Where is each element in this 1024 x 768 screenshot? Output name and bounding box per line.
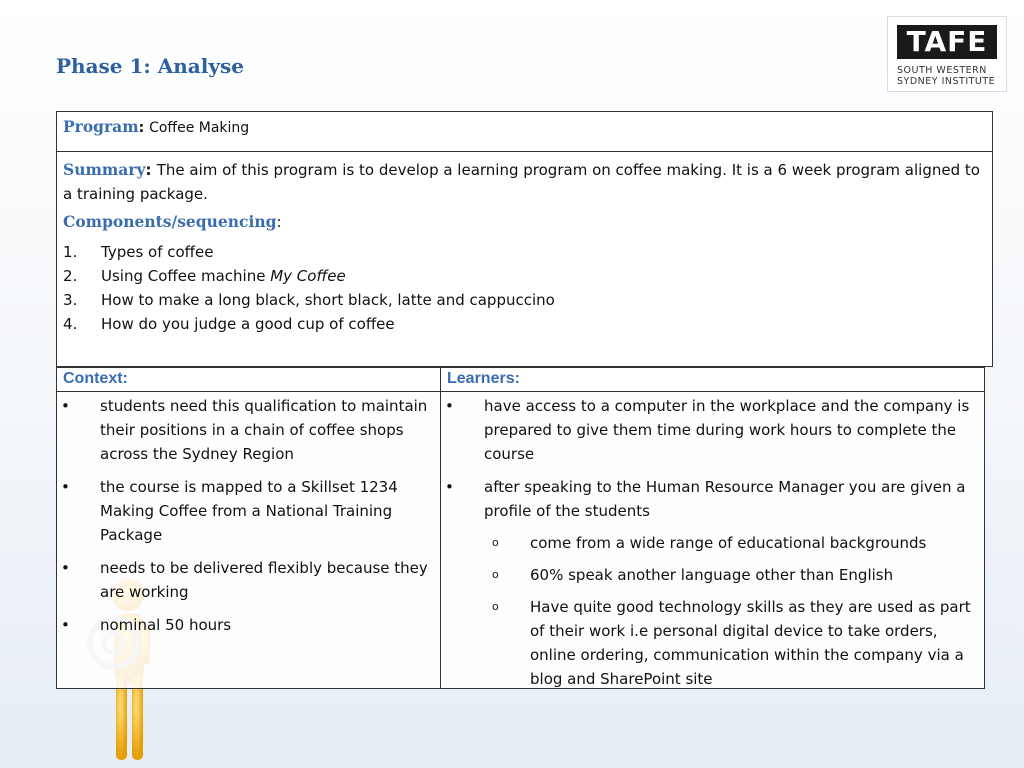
logo-mark: TAFE bbox=[897, 25, 997, 59]
item-text: the course is mapped to a Skillset 1234 Making Coffee from a National Training Package bbox=[100, 478, 398, 544]
context-list bbox=[57, 392, 440, 637]
item-number: 4. bbox=[63, 315, 78, 333]
item-emphasis: My Coffee bbox=[270, 267, 346, 285]
list-item bbox=[63, 240, 986, 264]
list-item bbox=[57, 394, 440, 466]
item-text: How to make a long black, short black, latte and cappuccino bbox=[101, 291, 555, 309]
learners-heading: Learners: bbox=[441, 368, 984, 392]
components-label: Components/sequencing bbox=[63, 212, 277, 231]
page-title: Phase 1: Analyse bbox=[56, 54, 244, 78]
item-text: come from a wide range of educational backgrounds bbox=[530, 534, 927, 552]
item-number: 2. bbox=[63, 267, 78, 285]
program-label: Program bbox=[63, 117, 139, 136]
list-item bbox=[63, 288, 986, 312]
bullet-icon: • bbox=[61, 616, 70, 634]
list-item bbox=[57, 613, 440, 637]
list-item bbox=[57, 556, 440, 604]
item-text: students need this qualification to maintain their positions in a chain of coffee shops across the Sydney Region bbox=[100, 397, 428, 463]
components-list bbox=[63, 240, 986, 336]
item-text: have access to a computer in the workplace and the company is prepared to give them time during work hours to complete the course bbox=[484, 397, 970, 463]
item-text: after speaking to the Human Resource Manager you are given a profile of the students bbox=[484, 478, 966, 520]
learners-list bbox=[441, 392, 984, 523]
item-number: 3. bbox=[63, 291, 78, 309]
sub-list-item bbox=[486, 595, 984, 691]
list-item bbox=[63, 264, 986, 288]
summary-text: The aim of this program is to develop a learning program on coffee making. It is a 6 week program aligned to a training package. bbox=[63, 161, 980, 203]
bullet-icon: • bbox=[61, 397, 70, 415]
program-table bbox=[56, 111, 993, 367]
summary-label: Summary bbox=[63, 160, 146, 179]
context-learners-table bbox=[56, 367, 985, 689]
item-number: 1. bbox=[63, 243, 78, 261]
summary-paragraph: Summary: The aim of this program is to develop a learning program on coffee making. It is a 6 week program aligned to a training package. bbox=[63, 160, 980, 203]
bullet-icon: • bbox=[61, 559, 70, 577]
item-text: nominal 50 hours bbox=[100, 616, 232, 634]
learners-sublist bbox=[441, 531, 984, 691]
sub-list-item bbox=[486, 531, 984, 555]
bullet-icon: • bbox=[445, 478, 454, 496]
list-item bbox=[441, 394, 984, 466]
program-value: Coffee Making bbox=[149, 120, 250, 136]
item-text: Types of coffee bbox=[101, 243, 214, 261]
summary-cell bbox=[57, 152, 992, 342]
components-heading: Components/sequencing: bbox=[63, 212, 282, 231]
item-text: Using Coffee machine bbox=[101, 267, 271, 285]
tafe-logo bbox=[887, 16, 1007, 92]
item-text: 60% speak another language other than English bbox=[530, 566, 894, 584]
logo-line-1: SOUTH WESTERN bbox=[897, 65, 987, 76]
item-text: needs to be delivered flexibly because they are working bbox=[100, 559, 428, 601]
circle-bullet-icon: o bbox=[492, 568, 499, 581]
program-row: Program: Coffee Making bbox=[57, 112, 992, 152]
logo-line-2: SYDNEY INSTITUTE bbox=[897, 76, 996, 87]
circle-bullet-icon: o bbox=[492, 600, 499, 613]
list-item bbox=[441, 475, 984, 523]
bullet-icon: • bbox=[445, 397, 454, 415]
item-text: How do you judge a good cup of coffee bbox=[101, 315, 395, 333]
item-text: Have quite good technology skills as they are used as part of their work i.e personal digital device to take orders, online ordering, communication within the company via a blog and SharePoint site bbox=[530, 598, 971, 688]
context-heading: Context: bbox=[57, 368, 440, 392]
bullet-icon: • bbox=[61, 478, 70, 496]
learners-column bbox=[441, 368, 984, 688]
logo-subtitle bbox=[897, 65, 1001, 87]
sub-list-item bbox=[486, 563, 984, 587]
circle-bullet-icon: o bbox=[492, 536, 499, 549]
list-item bbox=[57, 475, 440, 547]
context-column bbox=[57, 368, 441, 688]
list-item bbox=[63, 312, 986, 336]
